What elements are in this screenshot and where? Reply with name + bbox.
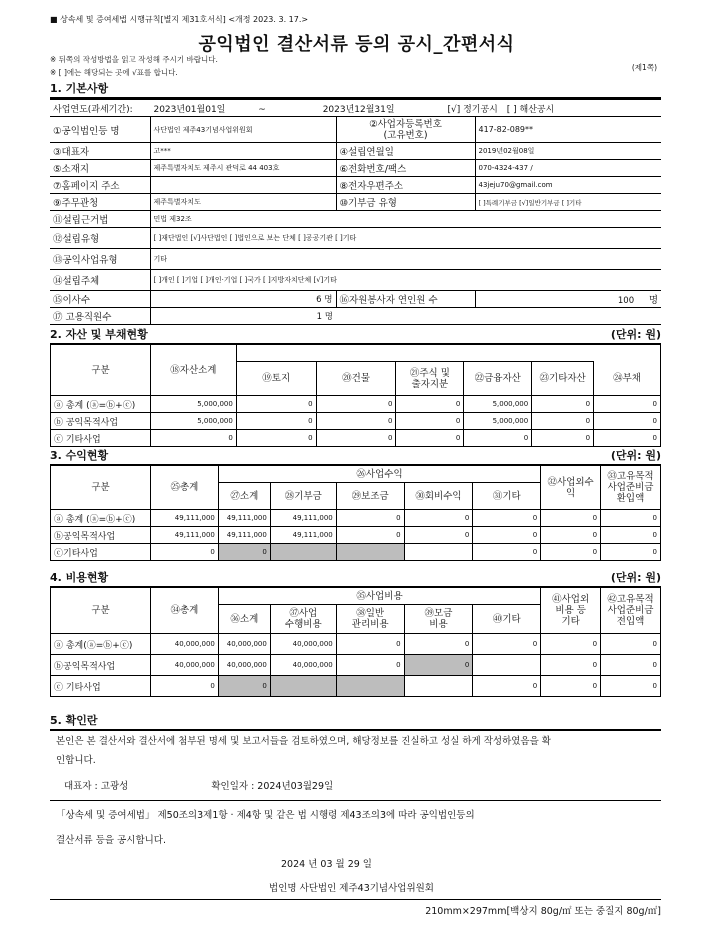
section-confirm-title: 5. 확인란: [50, 712, 661, 731]
donation-type-value: [ ]특례기부금 [√]일반기부금 [ ]기타: [475, 194, 661, 211]
fiscal-year-tilde: ~: [258, 104, 266, 115]
table-cell: 0: [532, 413, 594, 430]
table-cell: 0: [404, 510, 473, 527]
table-cell: 0: [601, 544, 661, 561]
table-cell: 0: [404, 655, 473, 676]
table-cell: 0: [473, 544, 541, 561]
phone-fax-label: ⑥전화번호/팩스: [336, 160, 475, 177]
fiscal-year-from: 2023년01월01일: [153, 104, 226, 115]
expense-other-header: ㊵기타: [473, 605, 541, 634]
table-cell: 40,000,000: [150, 634, 218, 655]
table-cell: 49,111,000: [270, 527, 336, 544]
assets-total-header: ⑱자산소계: [150, 345, 236, 396]
address-value: 제주특별자치도 제주시 관덕로 44 403호: [150, 160, 336, 177]
corporation-name: 법인명 사단법인 제주43기념사업위원회: [269, 883, 434, 894]
representative-name: 대표자 : 고광성: [64, 781, 129, 792]
assets-building-header: ⑳건물: [316, 362, 396, 396]
phone-fax-value: 070-4324-437 /: [475, 160, 661, 177]
table-cell: 0: [594, 430, 661, 447]
public-business-type-value: 기타: [150, 249, 661, 270]
performance-cost-header: ㊲사업 수행비용: [270, 605, 336, 634]
employee-count-label: ⑰ 고용직원수: [50, 308, 150, 325]
table-cell: 0: [532, 430, 594, 447]
director-count-value: 6 명: [150, 291, 336, 308]
table-cell: 49,111,000: [218, 527, 270, 544]
table-cell: 5,000,000: [464, 413, 532, 430]
email-label: ⑧전자우편주소: [336, 177, 475, 194]
table-cell: 0: [316, 413, 396, 430]
founding-date-value: 2019년02월08일: [475, 143, 661, 160]
row-label: ⓒ기타사업: [51, 544, 151, 561]
homepage-label: ⑦홈페이지 주소: [50, 177, 150, 194]
table-cell: 0: [218, 676, 270, 697]
volunteer-count-value: 100: [617, 296, 635, 306]
debt-header: ㉔부채: [594, 362, 661, 396]
fiscal-year-label: 사업연도(과세기간):: [53, 104, 133, 115]
table-row: [51, 396, 661, 413]
table-cell: 0: [541, 544, 601, 561]
confirm-date: 확인일자 : 2024년03월29일: [211, 781, 334, 792]
legal-basis-text: 「상속세 및 증여세법」 제50조의3제1항 · 제4항 및 같은 법 시행령 제43조의3에 따라 공익법인등의 결산서류 등을 공시합니다.: [56, 810, 475, 846]
table-cell: 0: [541, 510, 601, 527]
table-cell: 0: [601, 510, 661, 527]
table-cell: 40,000,000: [218, 655, 270, 676]
assets-stock-header: ㉑주식 및 출자지분: [396, 362, 464, 396]
table-cell: 0: [336, 510, 404, 527]
table-cell: 0: [396, 413, 464, 430]
org-name-value: 사단법인 제주43기념사업위원회: [150, 117, 336, 143]
publication-date: 2024 년 03 월 29 일: [281, 859, 372, 870]
business-expense-header: ㉟사업비용: [218, 588, 540, 605]
founding-law-label: ⑪설립근거법: [50, 211, 150, 228]
table-cell: 0: [601, 676, 661, 697]
table-cell: 0: [396, 396, 464, 413]
table-cell: 0: [473, 510, 541, 527]
revenue-table: [50, 465, 661, 561]
table-cell: 0: [473, 634, 541, 655]
table-cell: 0: [601, 527, 661, 544]
assets-land-header: ⑲토지: [236, 362, 316, 396]
table-row: [51, 676, 661, 697]
employee-count-value: 1 명: [150, 308, 336, 325]
business-revenue-header: ㉖사업수익: [218, 466, 540, 483]
revenue-unit: (단위: 원): [610, 449, 661, 462]
authority-value: 제주특별자치도: [150, 194, 336, 211]
table-cell: 0: [473, 527, 541, 544]
paper-spec: 210mm×297mm[백상지 80g/㎡ 또는 중질지 80g/㎡]: [425, 906, 661, 917]
table-cell: 0: [404, 634, 473, 655]
non-business-expense-header: ㊶사업외 비용 등 기타: [541, 588, 601, 634]
founder-label: ⑭설립주체: [50, 270, 150, 291]
assets-financial-header: ㉒금융자산: [464, 362, 532, 396]
reserve-reversal-header: ㉝고유목적 사업준비금 환입액: [601, 466, 661, 510]
membership-fee-header: ㉚회비수익: [404, 483, 473, 510]
table-cell: [270, 676, 336, 697]
revenue-rows: [51, 510, 661, 561]
table-cell: 0: [541, 527, 601, 544]
page-number: (제1쪽): [631, 63, 657, 72]
table-row: [51, 430, 661, 447]
assets-gubun-header: 구분: [51, 345, 151, 396]
expense-total-header: ㉞총계: [150, 588, 218, 634]
founding-type-value: [ ]재단법인 [√]사단법인 [ ]법인으로 보는 단체 [ ]공공기관 [ ]기타: [150, 228, 661, 249]
assets-rows: [51, 396, 661, 447]
instruction-note: ※ 뒤쪽의 작성방법을 읽고 작성해 주시기 바랍니다.: [50, 55, 218, 64]
table-cell: 0: [404, 527, 473, 544]
table-cell: 0: [316, 430, 396, 447]
revenue-gubun-header: 구분: [51, 466, 151, 510]
table-cell: 0: [601, 634, 661, 655]
table-cell: [336, 676, 404, 697]
table-cell: 0: [396, 430, 464, 447]
table-cell: 0: [150, 430, 236, 447]
revenue-other-header: ㉛기타: [473, 483, 541, 510]
table-cell: 0: [601, 655, 661, 676]
revenue-subtotal-header: ㉗소계: [218, 483, 270, 510]
table-cell: 0: [464, 430, 532, 447]
table-cell: 0: [541, 655, 601, 676]
table-cell: [404, 676, 473, 697]
table-cell: 0: [218, 544, 270, 561]
subsidy-header: ㉙보조금: [336, 483, 404, 510]
table-cell: 0: [541, 676, 601, 697]
table-cell: 0: [336, 527, 404, 544]
volunteer-count-label: ⑯자원봉사자 연인원 수: [336, 291, 475, 308]
row-label: ⓐ 총계 (ⓐ=ⓑ+ⓒ): [51, 396, 151, 413]
section-expense-title: 4. 비용현황 (단위: 원): [50, 569, 661, 588]
table-cell: 0: [316, 396, 396, 413]
table-row: [51, 527, 661, 544]
org-name-label: ①공익법인등 명: [50, 117, 150, 143]
expense-unit: (단위: 원): [610, 571, 661, 584]
table-cell: 5,000,000: [464, 396, 532, 413]
homepage-value: [150, 177, 336, 194]
table-cell: 40,000,000: [270, 655, 336, 676]
row-label: ⓑ공익목적사업: [51, 527, 151, 544]
table-cell: 5,000,000: [150, 396, 236, 413]
public-business-type-label: ⑬공익사업유형: [50, 249, 150, 270]
table-cell: [270, 544, 336, 561]
row-label: ⓒ 기타사업: [51, 430, 151, 447]
expense-subtotal-header: ㊱소계: [218, 605, 270, 634]
representative-value: 고***: [150, 143, 336, 160]
check-note: ※ [ ]에는 해당되는 곳에 √표를 합니다.: [50, 68, 178, 77]
row-label: ⓐ 총계(ⓐ=ⓑ+ⓒ): [51, 634, 151, 655]
table-row: [51, 655, 661, 676]
row-label: ⓑ 공익목적사업: [51, 413, 151, 430]
revenue-total-header: ㉕총계: [150, 466, 218, 510]
expense-rows: [51, 634, 661, 697]
representative-label: ③대표자: [50, 143, 150, 160]
assets-unit: (단위: 원): [610, 328, 661, 341]
director-count-label: ⑮이사수: [50, 291, 150, 308]
table-cell: 40,000,000: [218, 634, 270, 655]
volunteer-count-unit: 명: [648, 295, 658, 306]
authority-label: ⑨주무관청: [50, 194, 150, 211]
table-cell: 49,111,000: [270, 510, 336, 527]
assets-other-header: ㉓기타자산: [532, 362, 594, 396]
table-cell: [473, 655, 541, 676]
table-cell: 0: [336, 634, 404, 655]
confirm-signature-row: [64, 777, 675, 796]
table-cell: 0: [594, 413, 661, 430]
table-cell: 40,000,000: [270, 634, 336, 655]
table-cell: 0: [150, 676, 218, 697]
email-value: 43jeju70@gmail.com: [475, 177, 661, 194]
section-assets-title: 2. 자산 및 부채현황 (단위: 원): [50, 326, 661, 345]
founding-type-label: ⑫설립유형: [50, 228, 150, 249]
table-cell: 49,111,000: [150, 510, 218, 527]
table-cell: 0: [473, 676, 541, 697]
table-cell: 49,111,000: [218, 510, 270, 527]
table-cell: 0: [236, 396, 316, 413]
row-label: ⓒ 기타사업: [51, 676, 151, 697]
founder-value: [ ]개인 [ ]기업 [ ]개인·기업 [ ]국가 [ ]지방자치단체 [√]기타: [150, 270, 661, 291]
expense-gubun-header: 구분: [51, 588, 151, 634]
table-row: [51, 510, 661, 527]
table-cell: 0: [336, 655, 404, 676]
table-cell: 0: [541, 634, 601, 655]
confirm-statement: 본인은 본 결산서와 결산서에 첨부된 명세 및 보고서들을 검토하였으며, 해당정보를 진실하고 성실 하게 작성하였음을 확 인합니다.: [56, 736, 551, 766]
table-row: [51, 634, 661, 655]
table-cell: 0: [236, 430, 316, 447]
reserve-transfer-header: ㊷고유목적 사업준비금 전입액: [601, 588, 661, 634]
table-cell: [404, 544, 473, 561]
non-business-revenue-header: ㉜사업외수 익: [541, 466, 601, 510]
table-cell: 0: [236, 413, 316, 430]
table-cell: 0: [594, 396, 661, 413]
table-row: [51, 544, 661, 561]
founding-date-label: ④설립연월일: [336, 143, 475, 160]
expense-table: [50, 587, 661, 697]
basic-info-table: [50, 99, 661, 325]
table-row: [51, 413, 661, 430]
donation-header: ㉘기부금: [270, 483, 336, 510]
regular-disclosure-check[interactable]: [√] 정기공시: [447, 104, 498, 115]
table-cell: 0: [150, 544, 218, 561]
founding-law-value: 민법 제32조: [150, 211, 661, 228]
address-label: ⑤소재지: [50, 160, 150, 177]
volunteer-count-cell: [475, 291, 661, 308]
fiscal-year-row: [50, 100, 661, 117]
form-title: 공익법인 결산서류 등의 공시_간편서식: [198, 34, 515, 55]
table-cell: 49,111,000: [150, 527, 218, 544]
table-cell: [336, 544, 404, 561]
dissolution-disclosure-check[interactable]: [ ] 해산공시: [506, 104, 555, 115]
admin-cost-header: ㊳일반 관리비용: [336, 605, 404, 634]
law-reference: ■ 상속세 및 증여세법 시행규칙[별지 제31호서식] <개정 2023. 3. 17.>: [50, 15, 309, 24]
section-basic-title: 1. 기본사항: [50, 80, 661, 99]
table-cell: 5,000,000: [150, 413, 236, 430]
business-number-label: ②사업자등록번호 (고유번호): [336, 117, 475, 143]
fundraising-cost-header: ㊴모금 비용: [404, 605, 473, 634]
fiscal-year-to: 2023년12월31일: [322, 104, 395, 115]
table-cell: 40,000,000: [150, 655, 218, 676]
row-label: ⓐ 총계 (ⓐ=ⓑ+ⓒ): [51, 510, 151, 527]
assets-table: [50, 344, 661, 447]
section-revenue-title: 3. 수익현황 (단위: 원): [50, 447, 661, 466]
donation-type-label: ⑩기부금 유형: [336, 194, 475, 211]
business-number-value: 417-82-089**: [475, 117, 661, 143]
row-label: ⓑ공익목적사업: [51, 655, 151, 676]
table-cell: 0: [532, 396, 594, 413]
